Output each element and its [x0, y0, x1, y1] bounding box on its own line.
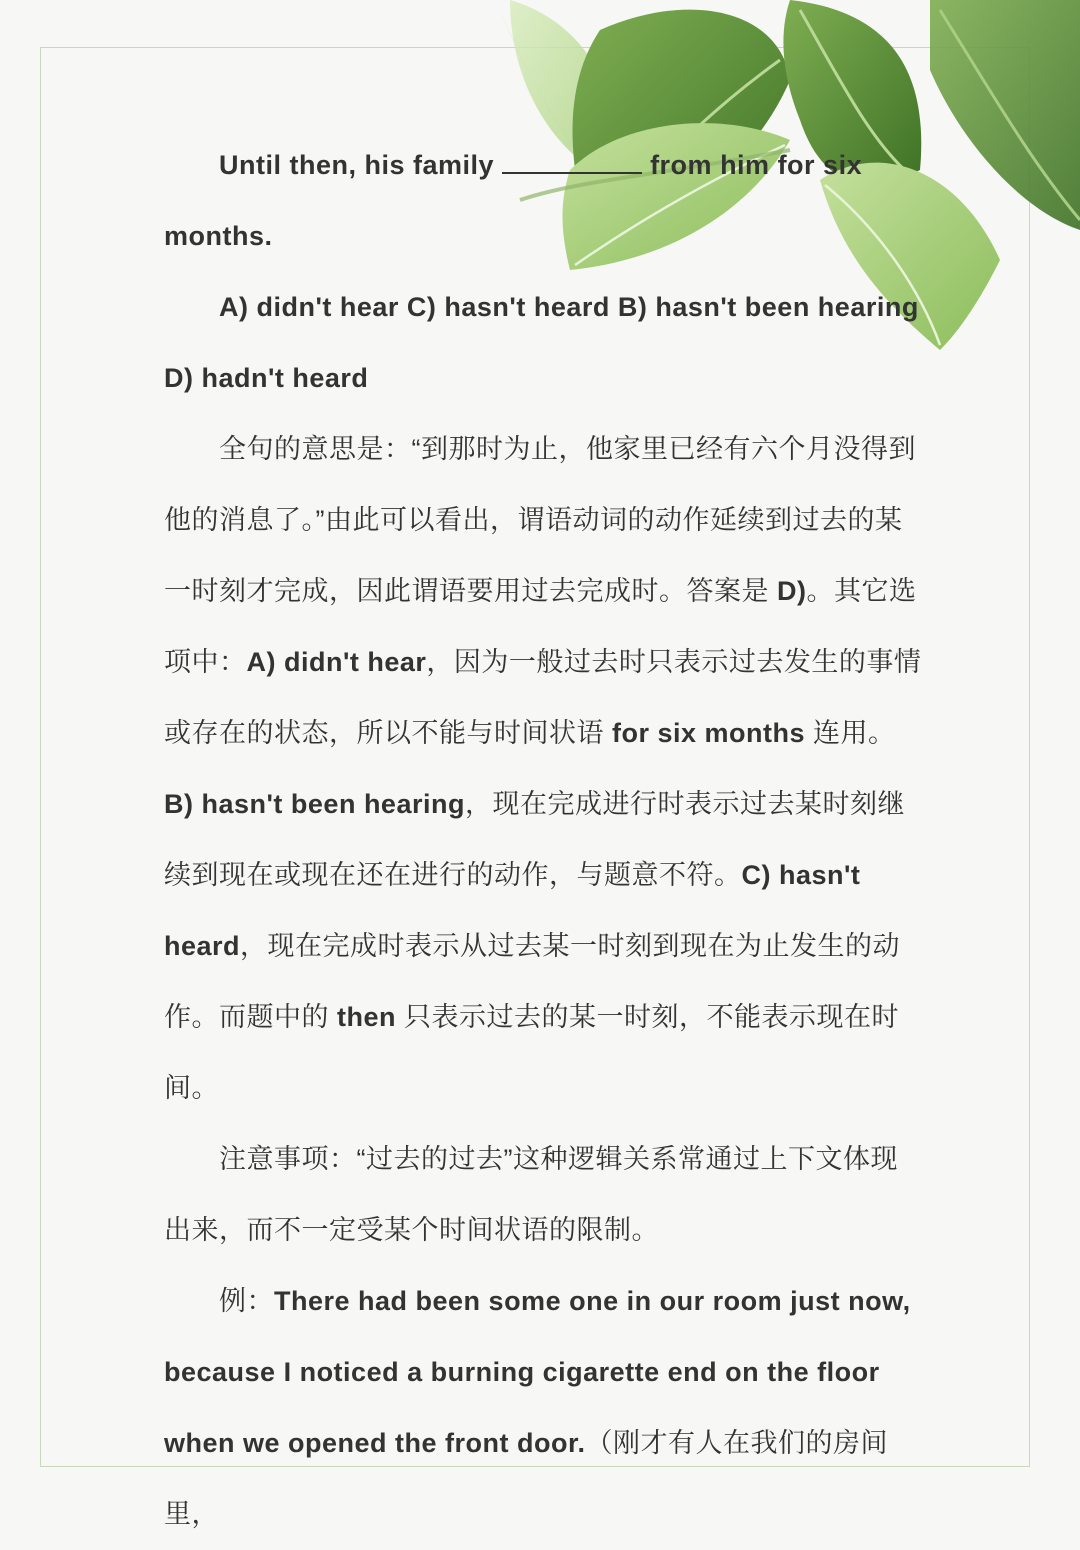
- explanation-paragraph: 全句的意思是：“到那时为止，他家里已经有六个月没得到他的消息了。”由此可以看出，谓语动词的动作延续到过去的某一时刻才完成，因此谓语要用过去完成时。答案是 D)。其它选项中：A) didn't hear，因为一般过去时只表示过去发生的事情或存在的状态，所以不能与时间状语 for six months 连用。B) hasn't been hearing，现在完成进行时表示过去某时刻继续到现在或现在还在进行的动作，与题意不符。C) hasn't heard，现在完成时表示从过去某一时刻到现在为止发生的动作。而题中的 then 只表示过去的某一时刻，不能表示现在时间。: [164, 434, 922, 1103]
- note-paragraph: 注意事项：“过去的过去”这种逻辑关系常通过上下文体现出来，而不一定受某个时间状语的限制。: [164, 1144, 898, 1245]
- example-paragraph: 例：There had been some one in our room just now, because I noticed a burning cigarette end on the floor when we opened the front door.（刚才有人在我们的房间里，: [164, 1286, 911, 1529]
- answer-blank: [502, 148, 642, 174]
- answer-options: A) didn't hear C) hasn't heard B) hasn't been hearing D) hadn't heard: [164, 292, 919, 393]
- question-sentence: Until then, his family from him for six months.: [164, 150, 863, 251]
- article-body: [164, 130, 924, 1550]
